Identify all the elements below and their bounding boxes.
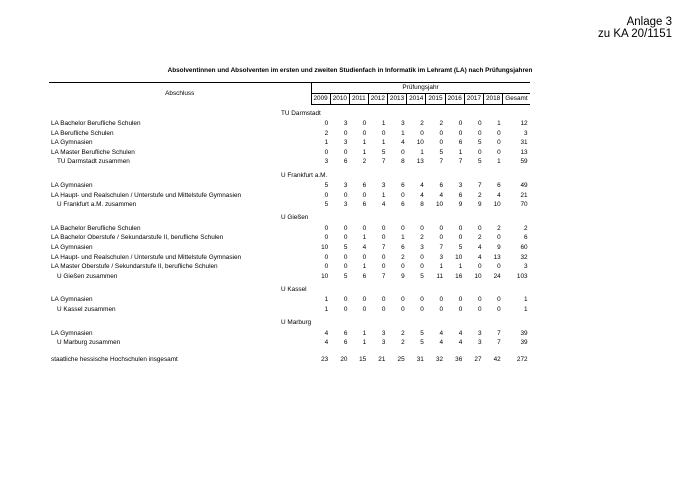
table-cell: 0 xyxy=(497,305,501,313)
row-label: LA Bachelor Oberstufe / Sekundarstufe II, berufliche Schulen xyxy=(51,234,224,242)
table-cell: 9 xyxy=(458,201,463,209)
row-total-cell: 6 xyxy=(524,234,528,242)
table-cell: 1 xyxy=(362,263,367,271)
table-cell: 1 xyxy=(381,139,386,147)
table-cell: 2 xyxy=(401,339,405,347)
table-cell: 6 xyxy=(439,181,444,189)
table-cell: 1 xyxy=(362,339,367,347)
table-cell: 1 xyxy=(324,296,329,304)
table-cell: 2 xyxy=(401,329,405,337)
table-cell: 0 xyxy=(343,305,348,313)
year-header: 2014 xyxy=(407,94,426,105)
table-cell: 0 xyxy=(497,129,501,137)
table-cell: 3 xyxy=(343,201,348,209)
table-cell: 6 xyxy=(362,201,367,209)
row-total-cell: 2 xyxy=(524,224,528,232)
table-row xyxy=(49,191,530,201)
table-row xyxy=(49,243,530,253)
university-heading-row xyxy=(49,105,530,120)
table-cell: 0 xyxy=(401,263,405,271)
table-cell: 2 xyxy=(401,253,405,261)
row-label: U Marburg zusammen xyxy=(57,339,121,347)
table-cell: 0 xyxy=(362,224,367,232)
table-cell: 2 xyxy=(477,191,482,199)
university-heading-row xyxy=(49,315,530,329)
table-cell: 0 xyxy=(401,296,405,304)
table-cell: 1 xyxy=(497,120,501,127)
subtotal-row xyxy=(49,305,530,315)
table-cell: 4 xyxy=(362,243,367,251)
row-label: LA Gymnasien xyxy=(51,329,93,337)
table-cell: 4 xyxy=(420,191,424,199)
table-cell: 4 xyxy=(439,191,444,199)
table-cell: 6 xyxy=(401,201,405,209)
row-label: LA Master Oberstufe / Sekundarstufe II, berufliche Schulen xyxy=(51,263,218,271)
table-cell: 7 xyxy=(381,243,386,251)
table-cell: 6 xyxy=(458,191,463,199)
subtotal-row xyxy=(49,200,530,210)
table-cell: 32 xyxy=(435,355,444,363)
table-cell: 0 xyxy=(458,224,463,232)
table-cell: 0 xyxy=(458,305,463,313)
graduates-table xyxy=(49,82,530,365)
table-cell: 2 xyxy=(324,129,329,137)
table-cell: 0 xyxy=(458,296,463,304)
table-cell: 6 xyxy=(343,329,348,337)
table-cell: 0 xyxy=(477,129,482,137)
row-total-cell: 13 xyxy=(520,148,528,156)
table-cell: 8 xyxy=(401,158,405,166)
table-cell: 9 xyxy=(497,243,501,251)
row-total-cell: 1 xyxy=(524,305,528,313)
document-title: Absolventinnen und Absolventen im ersten und zweiten Studienfach in Informatik im Lehramt (LA) nach Prüfungsjahren xyxy=(167,67,533,74)
table-cell: 10 xyxy=(474,272,482,280)
table-cell: 0 xyxy=(439,224,444,232)
table-row xyxy=(49,148,530,158)
year-header-total: Gesamt xyxy=(503,94,530,105)
row-total-cell: 21 xyxy=(520,191,528,199)
university-heading-row xyxy=(49,281,530,295)
table-cell: 1 xyxy=(401,234,405,242)
table-cell: 7 xyxy=(497,339,501,347)
table-cell: 0 xyxy=(497,139,501,147)
table-cell: 0 xyxy=(362,305,367,313)
university-heading-row xyxy=(49,167,530,181)
table-cell: 0 xyxy=(381,253,386,261)
table-cell: 3 xyxy=(343,139,348,147)
table-cell: 24 xyxy=(493,272,501,280)
table-cell: 2 xyxy=(420,234,424,242)
row-label: LA Bachelor Berufliche Schulen xyxy=(51,224,141,232)
table-body xyxy=(49,105,530,365)
table-cell: 0 xyxy=(420,305,424,313)
table-cell: 1 xyxy=(439,263,444,271)
table-cell: 3 xyxy=(401,120,405,127)
table-cell: 1 xyxy=(362,234,367,242)
table-cell: 10 xyxy=(321,243,329,251)
row-label: TU Darmstadt zusammen xyxy=(57,158,130,166)
table-cell: 4 xyxy=(439,329,444,337)
table-cell: 16 xyxy=(455,272,463,280)
table-cell: 4 xyxy=(497,191,501,199)
table-cell: 0 xyxy=(420,129,424,137)
table-cell: 2 xyxy=(477,234,482,242)
table-cell: 0 xyxy=(420,253,424,261)
table-cell: 4 xyxy=(324,329,329,337)
table-cell: 3 xyxy=(477,329,482,337)
table-cell: 0 xyxy=(477,296,482,304)
table-cell: 0 xyxy=(497,263,501,271)
row-label: LA Master Berufliche Schulen xyxy=(51,148,135,156)
row-total-cell: 70 xyxy=(520,201,528,209)
table-cell: 3 xyxy=(458,181,463,189)
university-heading: U Gießen xyxy=(281,214,309,222)
table-cell: 0 xyxy=(477,224,482,232)
table-cell: 3 xyxy=(381,339,386,347)
table-cell: 10 xyxy=(435,201,444,209)
table-cell: 10 xyxy=(321,272,329,280)
university-heading: U Frankfurt a.M. xyxy=(281,171,328,179)
table-cell: 0 xyxy=(439,234,444,242)
table-cell: 4 xyxy=(439,339,444,347)
year-header: 2012 xyxy=(368,94,387,105)
table-cell: 0 xyxy=(381,129,386,137)
table-cell: 1 xyxy=(497,158,501,166)
table-cell: 0 xyxy=(343,148,348,156)
university-heading-row xyxy=(49,210,530,224)
table-cell: 5 xyxy=(477,139,482,147)
subtotal-row xyxy=(49,157,530,167)
table-cell: 0 xyxy=(343,263,348,271)
table-row xyxy=(49,253,530,263)
table-cell: 10 xyxy=(416,139,424,147)
table-cell: 1 xyxy=(458,263,463,271)
table-cell: 0 xyxy=(324,253,329,261)
table-cell: 8 xyxy=(420,201,424,209)
table-cell: 0 xyxy=(362,191,367,199)
row-total-cell: 60 xyxy=(520,243,528,251)
table-cell: 0 xyxy=(497,148,501,156)
table-cell: 5 xyxy=(343,272,348,280)
row-total-cell: 49 xyxy=(520,181,528,189)
table-cell: 9 xyxy=(401,272,405,280)
table-cell: 0 xyxy=(497,234,501,242)
table-cell: 1 xyxy=(381,120,386,127)
row-total-cell: 272 xyxy=(516,355,528,363)
year-header: 2010 xyxy=(330,94,349,105)
table-cell: 1 xyxy=(324,305,329,313)
table-cell: 3 xyxy=(343,181,348,189)
row-total-cell: 39 xyxy=(520,339,528,347)
table-cell: 5 xyxy=(439,148,444,156)
table-cell: 0 xyxy=(420,224,424,232)
table-row xyxy=(49,262,530,272)
table-cell: 0 xyxy=(343,191,348,199)
table-row xyxy=(49,138,530,148)
table-row xyxy=(49,119,530,129)
row-label: LA Gymnasien xyxy=(51,139,93,147)
table-cell: 1 xyxy=(458,148,463,156)
row-label: LA Bachelor Berufliche Schulen xyxy=(51,120,141,127)
table-cell: 23 xyxy=(321,355,329,363)
table-cell: 6 xyxy=(343,158,348,166)
row-label: LA Haupt- und Realschulen / Unterstufe und Mittelstufe Gymnasien xyxy=(51,253,242,261)
table-cell: 5 xyxy=(420,339,424,347)
table-cell: 13 xyxy=(416,158,424,166)
table-cell: 7 xyxy=(497,329,501,337)
year-header: 2009 xyxy=(311,94,330,105)
table-cell: 0 xyxy=(477,263,482,271)
row-total-cell: 3 xyxy=(524,129,528,137)
table-cell: 1 xyxy=(420,148,424,156)
table-cell: 5 xyxy=(458,243,463,251)
table-cell: 0 xyxy=(458,120,463,127)
table-cell: 4 xyxy=(401,139,405,147)
year-header: 2017 xyxy=(464,94,483,105)
table-cell: 0 xyxy=(401,148,405,156)
table-cell: 5 xyxy=(324,201,329,209)
table-cell: 7 xyxy=(458,158,463,166)
table-cell: 5 xyxy=(381,148,386,156)
table-cell: 13 xyxy=(493,253,501,261)
table-cell: 0 xyxy=(439,139,444,147)
table-cell: 0 xyxy=(420,296,424,304)
table-cell: 0 xyxy=(362,296,367,304)
table-cell: 7 xyxy=(439,158,444,166)
table-cell: 25 xyxy=(397,355,405,363)
row-label: LA Gymnasien xyxy=(51,181,93,189)
table-cell: 3 xyxy=(324,158,329,166)
annex-label: Anlage 3 xyxy=(626,16,672,28)
table-cell: 4 xyxy=(324,339,329,347)
table-cell: 1 xyxy=(362,148,367,156)
row-label: LA Gymnasien xyxy=(51,296,93,304)
table-cell: 7 xyxy=(439,243,444,251)
table-cell: 0 xyxy=(324,234,329,242)
table-cell: 0 xyxy=(497,296,501,304)
table-cell: 0 xyxy=(324,120,329,127)
year-header: 2016 xyxy=(445,94,464,105)
table-cell: 6 xyxy=(343,339,348,347)
table-cell: 0 xyxy=(362,129,367,137)
row-total-cell: 59 xyxy=(520,158,528,166)
table-row xyxy=(49,233,530,243)
table-cell: 15 xyxy=(359,355,367,363)
table-cell: 0 xyxy=(362,253,367,261)
row-total-cell: 39 xyxy=(520,329,528,337)
university-heading: U Marburg xyxy=(281,319,312,327)
table-cell: 1 xyxy=(362,139,367,147)
row-label: LA Berufliche Schulen xyxy=(51,129,114,137)
table-cell: 0 xyxy=(401,191,405,199)
spacer-cell xyxy=(49,348,530,355)
row-label: staatliche hessische Hochschulen insgesamt xyxy=(51,355,178,363)
table-cell: 42 xyxy=(493,355,501,363)
table-cell: 2 xyxy=(362,158,367,166)
table-cell: 6 xyxy=(458,139,463,147)
table-cell: 1 xyxy=(324,139,329,147)
table-cell: 4 xyxy=(458,339,463,347)
table-cell: 5 xyxy=(343,243,348,251)
table-cell: 0 xyxy=(477,305,482,313)
row-label: LA Haupt- und Realschulen / Unterstufe und Mittelstufe Gymnasien xyxy=(51,191,242,199)
table-cell: 10 xyxy=(493,201,501,209)
table-cell: 5 xyxy=(420,329,424,337)
table-cell: 0 xyxy=(381,305,386,313)
table-cell: 0 xyxy=(477,120,482,127)
table-cell: 3 xyxy=(381,329,386,337)
table-cell: 4 xyxy=(381,201,386,209)
table-cell: 0 xyxy=(439,296,444,304)
table-row xyxy=(49,129,530,139)
row-label: U Gießen zusammen xyxy=(57,272,118,280)
table-cell: 9 xyxy=(477,201,482,209)
table-cell: 3 xyxy=(343,120,348,127)
row-label: LA Gymnasien xyxy=(51,243,93,251)
table-cell: 6 xyxy=(362,181,367,189)
table-cell: 0 xyxy=(343,129,348,137)
annex-header xyxy=(598,16,672,40)
table-cell: 0 xyxy=(458,234,463,242)
table-cell: 5 xyxy=(477,158,482,166)
table-row xyxy=(49,295,530,305)
table-cell: 6 xyxy=(401,181,405,189)
table-cell: 1 xyxy=(401,129,405,137)
table-cell: 7 xyxy=(381,272,386,280)
table-cell: 3 xyxy=(439,253,444,261)
table-cell: 11 xyxy=(436,272,444,280)
table-cell: 0 xyxy=(343,234,348,242)
row-label: U Kassel zusammen xyxy=(57,305,116,313)
column-header-abschluss: Abschluss xyxy=(49,83,311,105)
table-cell: 0 xyxy=(343,224,348,232)
year-header: 2011 xyxy=(349,94,368,105)
university-heading: U Kassel xyxy=(281,286,307,294)
table-cell: 4 xyxy=(458,329,463,337)
table-cell: 3 xyxy=(420,243,424,251)
table-cell: 3 xyxy=(381,181,386,189)
table-row xyxy=(49,329,530,339)
table-cell: 0 xyxy=(458,129,463,137)
table-cell: 27 xyxy=(474,355,482,363)
row-total-cell: 12 xyxy=(520,120,528,127)
table-cell: 6 xyxy=(497,181,501,189)
table-cell: 4 xyxy=(477,253,482,261)
table-cell: 21 xyxy=(378,355,386,363)
table-cell: 0 xyxy=(362,120,367,127)
table-cell: 0 xyxy=(401,224,405,232)
row-total-cell: 103 xyxy=(516,272,528,280)
table-cell: 0 xyxy=(324,148,329,156)
table-cell: 7 xyxy=(477,181,482,189)
year-header: 2013 xyxy=(387,94,406,105)
table-cell: 0 xyxy=(343,296,348,304)
table-cell: 0 xyxy=(343,253,348,261)
table-row xyxy=(49,181,530,191)
column-group-pruefungsjahr: Prüfungsjahr xyxy=(311,83,530,94)
table-cell: 2 xyxy=(420,120,424,127)
row-total-cell: 32 xyxy=(520,253,528,261)
table-cell: 0 xyxy=(477,148,482,156)
table-cell: 0 xyxy=(381,224,386,232)
table-cell: 1 xyxy=(362,329,367,337)
row-label: U Frankfurt a.M. zusammen xyxy=(57,201,137,209)
university-heading: TU Darmstadt xyxy=(281,109,321,117)
year-header: 2018 xyxy=(484,94,503,105)
annex-reference: zu KA 20/1151 xyxy=(598,28,672,40)
row-total-cell: 3 xyxy=(524,263,528,271)
table-cell: 2 xyxy=(439,120,444,127)
table-cell: 3 xyxy=(477,339,482,347)
table-cell: 6 xyxy=(401,243,405,251)
table-cell: 0 xyxy=(439,129,444,137)
table-cell: 0 xyxy=(439,305,444,313)
table-cell: 5 xyxy=(420,272,424,280)
table-cell: 5 xyxy=(324,181,329,189)
table-cell: 0 xyxy=(324,263,329,271)
table-cell: 0 xyxy=(324,224,329,232)
table-row xyxy=(49,224,530,234)
spacer-row xyxy=(49,348,530,355)
table-cell: 1 xyxy=(381,191,386,199)
table-cell: 0 xyxy=(381,296,386,304)
subtotal-row xyxy=(49,272,530,282)
table-cell: 0 xyxy=(324,191,329,199)
table-cell: 4 xyxy=(420,181,424,189)
table-cell: 0 xyxy=(381,263,386,271)
table-cell: 10 xyxy=(455,253,463,261)
subtotal-row xyxy=(49,338,530,348)
table-cell: 36 xyxy=(455,355,463,363)
table-cell: 6 xyxy=(362,272,367,280)
table-cell: 20 xyxy=(340,355,348,363)
table-cell: 4 xyxy=(477,243,482,251)
table-header-row xyxy=(49,83,530,94)
table-cell: 0 xyxy=(381,234,386,242)
table-cell: 0 xyxy=(420,263,424,271)
table-cell: 0 xyxy=(401,305,405,313)
grand-total-row xyxy=(49,355,530,365)
year-header: 2015 xyxy=(426,94,445,105)
row-total-cell: 1 xyxy=(524,296,528,304)
table-cell: 2 xyxy=(497,224,501,232)
row-total-cell: 31 xyxy=(520,139,528,147)
table-cell: 31 xyxy=(416,355,424,363)
table-cell: 7 xyxy=(381,158,386,166)
